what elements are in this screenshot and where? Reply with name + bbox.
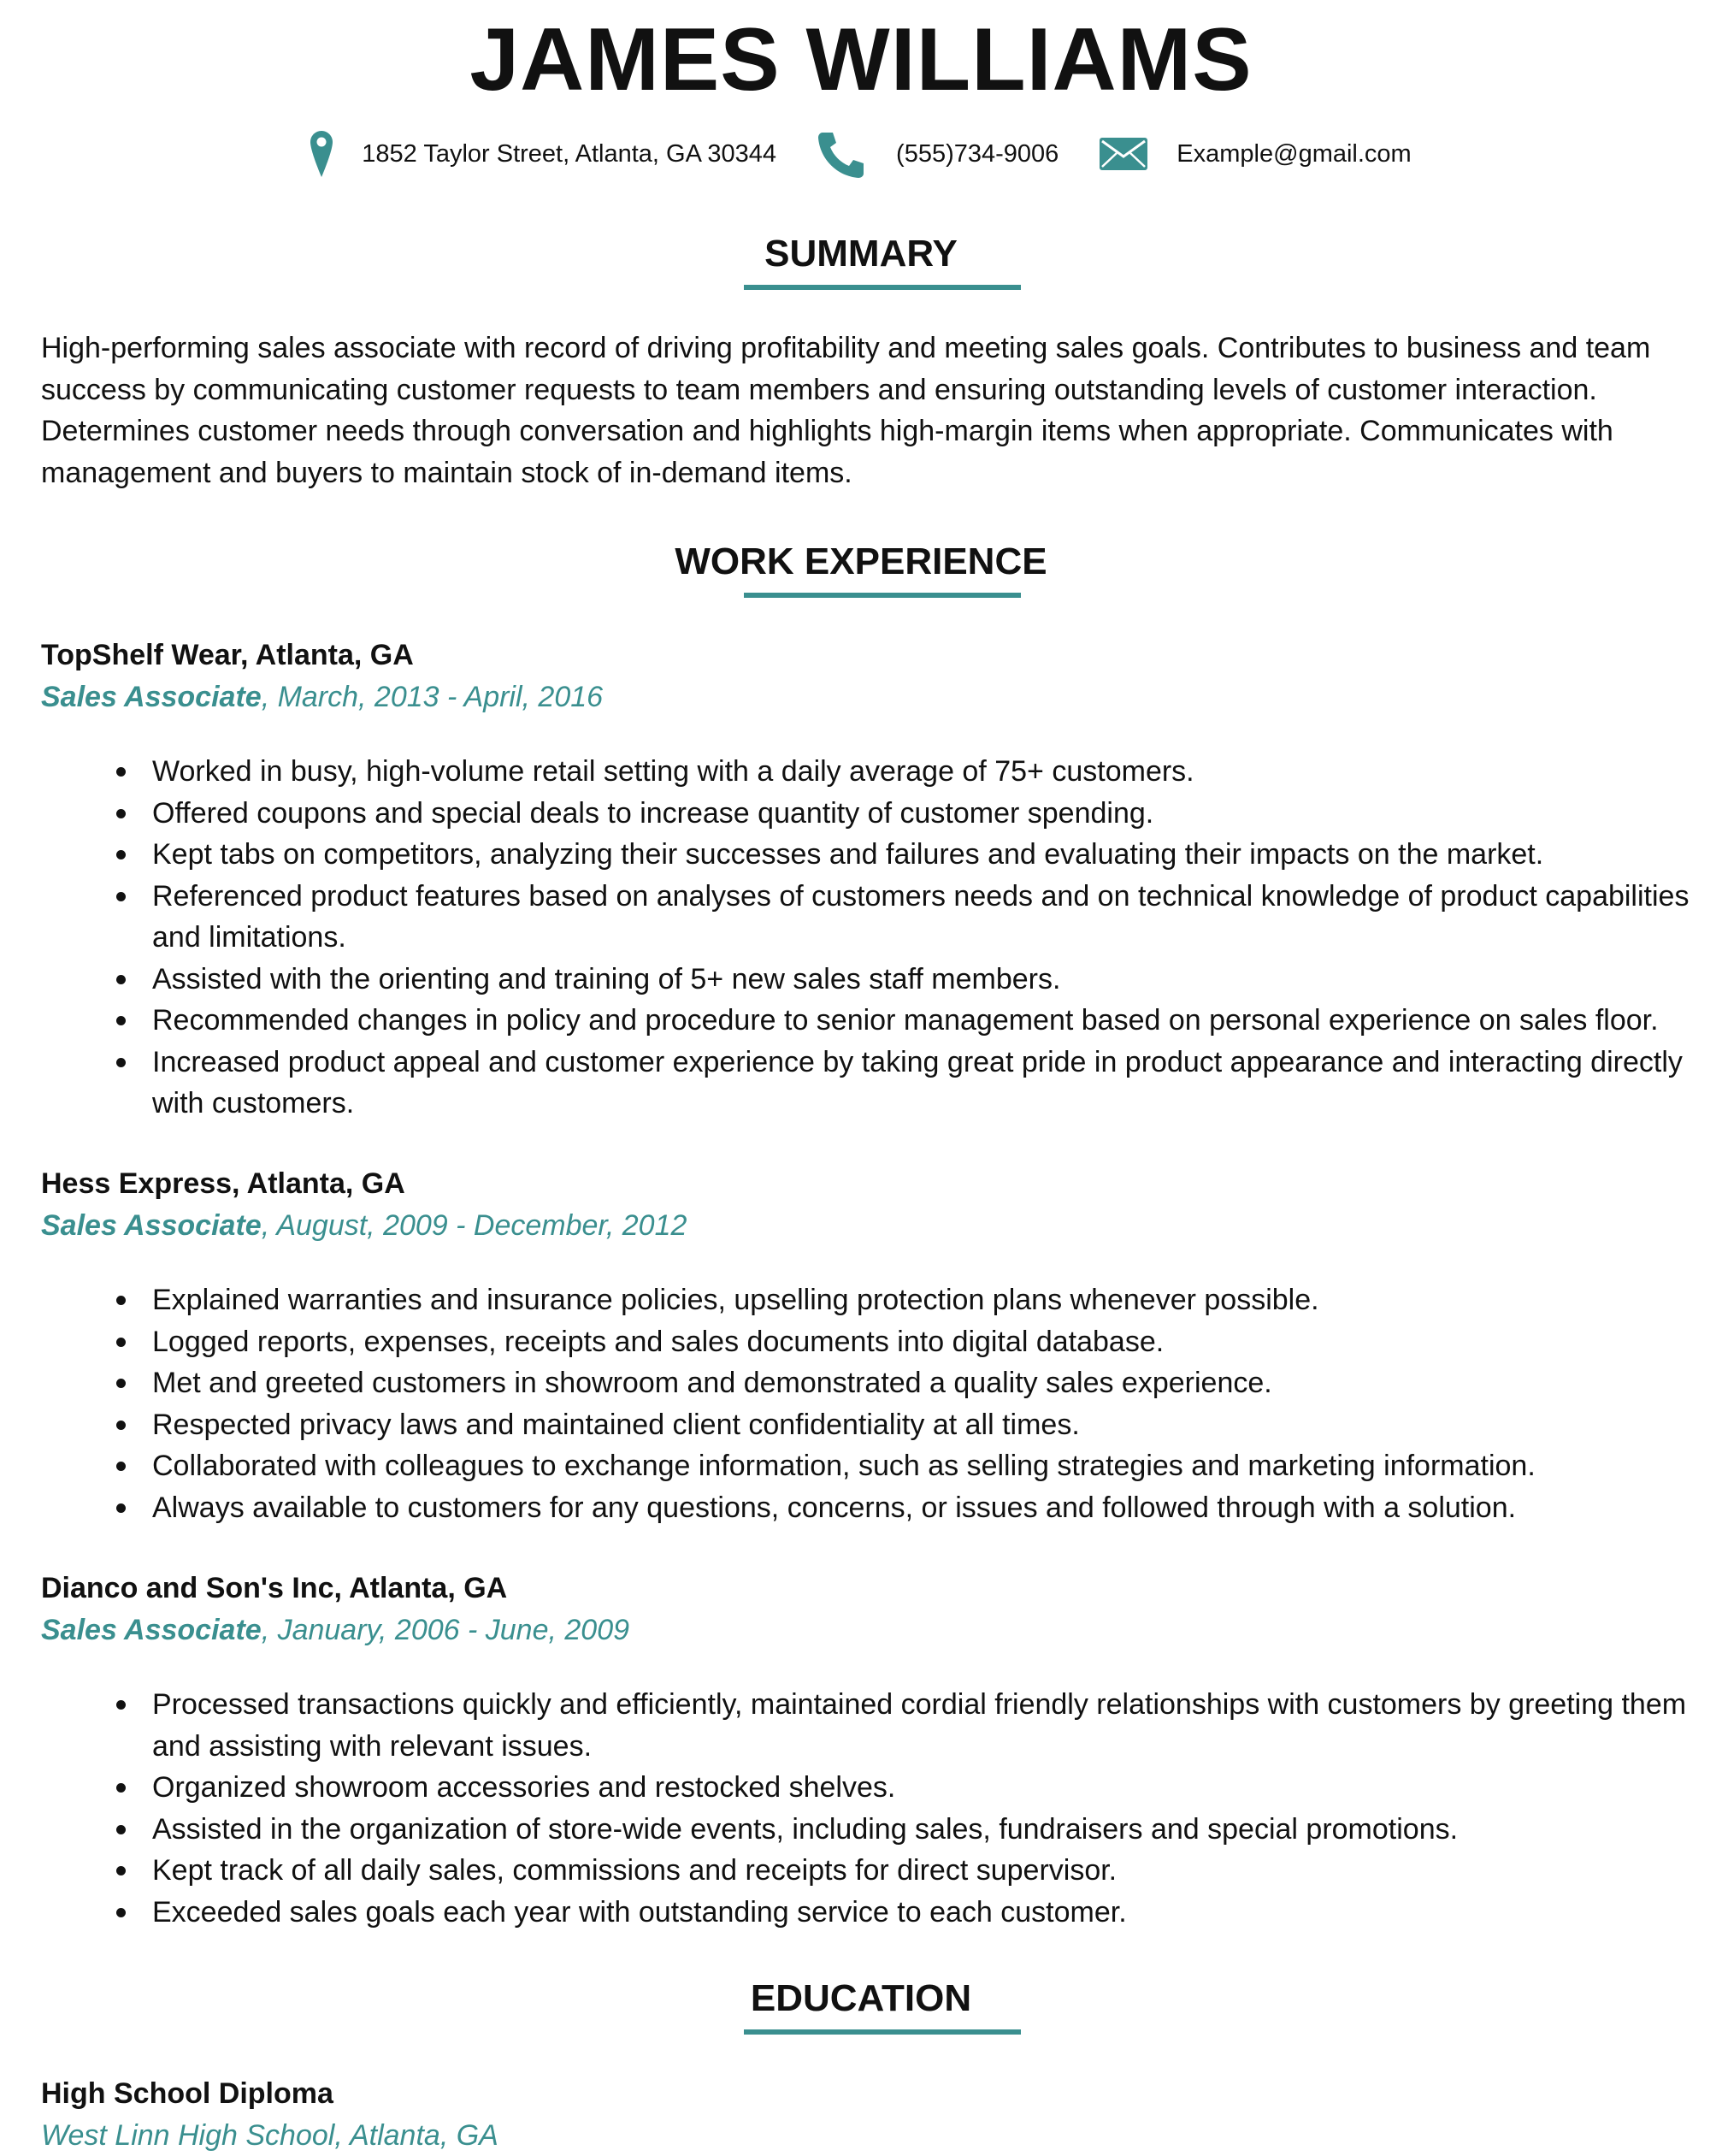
phone-icon — [817, 129, 867, 179]
bullet-dot — [116, 809, 126, 818]
contact-address — [310, 131, 776, 177]
list-item — [111, 1042, 1701, 1125]
bullet-dot — [116, 1503, 126, 1513]
contact-email — [1100, 138, 1411, 170]
bullet-text: Logged reports, expenses, receipts and sales documents into digital database. — [152, 1325, 1165, 1358]
job-dates: , August, 2009 - December, 2012 — [261, 1209, 687, 1242]
bullet-text: Exceeded sales goals each year with outstanding service to each customer. — [152, 1895, 1127, 1929]
candidate-name: JAMES WILLIAMS — [469, 10, 1253, 109]
job-company: Dianco and Son's Inc, Atlanta, GA — [41, 1572, 508, 1604]
bullet-text: Met and greeted customers in showroom and demonstrated a quality sales experience. — [152, 1367, 1272, 1399]
bullet-text: Assisted in the organization of store-wide events, including sales, fundraisers and special promotions. — [152, 1812, 1459, 1846]
list-item — [111, 1850, 1701, 1892]
job-bullets — [111, 751, 1701, 1125]
experience-rule — [744, 593, 1021, 598]
bullet-dot — [116, 1421, 126, 1430]
bullet-dot — [116, 1016, 126, 1025]
list-item — [111, 1684, 1701, 1767]
bullet-text: Kept track of all daily sales, commissions and receipts for direct supervisor. — [152, 1854, 1118, 1887]
bullet-dot — [116, 1908, 126, 1917]
bullet-dot — [116, 1058, 126, 1067]
list-item — [111, 1487, 1701, 1529]
job-company: Hess Express, Atlanta, GA — [41, 1167, 405, 1200]
bullet-dot — [116, 1700, 126, 1710]
bullet-text: Collaborated with colleagues to exchange information, such as selling strategies and marketing information. — [152, 1450, 1536, 1482]
job-bullets — [111, 1684, 1701, 1933]
education-title: EDUCATION — [750, 1977, 972, 2019]
job-bullets — [111, 1279, 1701, 1528]
job-role: Sales Associate — [41, 1614, 262, 1646]
envelope-icon — [1100, 138, 1147, 170]
location-pin-icon — [310, 131, 333, 177]
email-text: Example@gmail.com — [1177, 139, 1412, 168]
bullet-text: Referenced product features based on analyses of customers needs and on technical knowledge of product capabilities and limitations. — [152, 879, 1690, 954]
bullet-text: Processed transactions quickly and efficiently, maintained cordial friendly relationships with customers by greeting them and assisting with relevant issues. — [152, 1688, 1687, 1763]
job-dates: , March, 2013 - April, 2016 — [261, 681, 604, 713]
contact-phone — [817, 129, 1059, 179]
education-rule — [744, 2029, 1021, 2035]
job-role: Sales Associate — [41, 681, 262, 713]
job-company: TopShelf Wear, Atlanta, GA — [41, 639, 414, 671]
list-item — [111, 1809, 1701, 1851]
bullet-dot — [116, 1783, 126, 1793]
summary-rule — [744, 285, 1021, 290]
bullet-dot — [116, 892, 126, 901]
list-item — [111, 1404, 1701, 1446]
list-item — [111, 1892, 1701, 1934]
list-item — [111, 1767, 1701, 1809]
summary-title: SUMMARY — [764, 233, 958, 275]
contact-row — [0, 128, 1722, 180]
job-subtitle — [41, 1205, 687, 1246]
list-item — [111, 876, 1701, 959]
bullet-text: Organized showroom accessories and restocked shelves. — [152, 1771, 896, 1804]
bullet-dot — [116, 1462, 126, 1471]
bullet-text: Respected privacy laws and maintained client confidentiality at all times. — [152, 1408, 1080, 1441]
bullet-dot — [116, 1296, 126, 1305]
bullet-dot — [116, 1825, 126, 1834]
experience-title: WORK EXPERIENCE — [675, 540, 1047, 582]
list-item — [111, 1000, 1701, 1042]
address-text: 1852 Taylor Street, Atlanta, GA 30344 — [362, 139, 777, 168]
bullet-dot — [116, 975, 126, 984]
bullet-dot — [116, 1866, 126, 1875]
list-item — [111, 1321, 1701, 1363]
list-item — [111, 1279, 1701, 1321]
bullet-dot — [116, 1338, 126, 1347]
job-dates: , January, 2006 - June, 2009 — [261, 1614, 630, 1646]
bullet-text: Explained warranties and insurance policies, upselling protection plans whenever possible. — [152, 1284, 1319, 1316]
list-item — [111, 834, 1701, 876]
education-school: West Linn High School, Atlanta, GA — [41, 2119, 498, 2152]
bullet-text: Assisted with the orienting and training of 5+ new sales staff members. — [152, 962, 1061, 995]
bullet-text: Always available to customers for any questions, concerns, or issues and followed through with a solution. — [152, 1491, 1517, 1524]
bullet-text: Worked in busy, high-volume retail setting with a daily average of 75+ customers. — [152, 755, 1194, 788]
bullet-text: Kept tabs on competitors, analyzing their successes and failures and evaluating their impacts on the market. — [152, 838, 1544, 871]
phone-text: (555)734-9006 — [896, 139, 1059, 168]
list-item — [111, 959, 1701, 1001]
job-subtitle — [41, 1610, 629, 1651]
bullet-dot — [116, 767, 126, 777]
summary-text: High-performing sales associate with record of driving profitability and meeting sales goals. Contributes to business and team success by communicating customer requests to team members and ensuring outstanding levels of customer interaction. Determines customer needs through conversation and highlights high-margin items when appropriate. Communicates with management and buyers to maintain stock of in-demand items. — [41, 332, 1651, 489]
list-item — [111, 751, 1701, 793]
list-item — [111, 1445, 1701, 1487]
job-role: Sales Associate — [41, 1209, 262, 1242]
list-item — [111, 793, 1701, 835]
job-subtitle — [41, 676, 603, 718]
bullet-text: Increased product appeal and customer experience by taking great pride in product appearance and interacting directly with customers. — [152, 1045, 1683, 1119]
bullet-text: Recommended changes in policy and procedure to senior management based on personal experience on sales floor. — [152, 1004, 1659, 1037]
bullet-dot — [116, 1379, 126, 1388]
bullet-text: Offered coupons and special deals to increase quantity of customer spending. — [152, 796, 1154, 830]
list-item — [111, 1362, 1701, 1404]
bullet-dot — [116, 850, 126, 859]
education-degree: High School Diploma — [41, 2077, 333, 2110]
